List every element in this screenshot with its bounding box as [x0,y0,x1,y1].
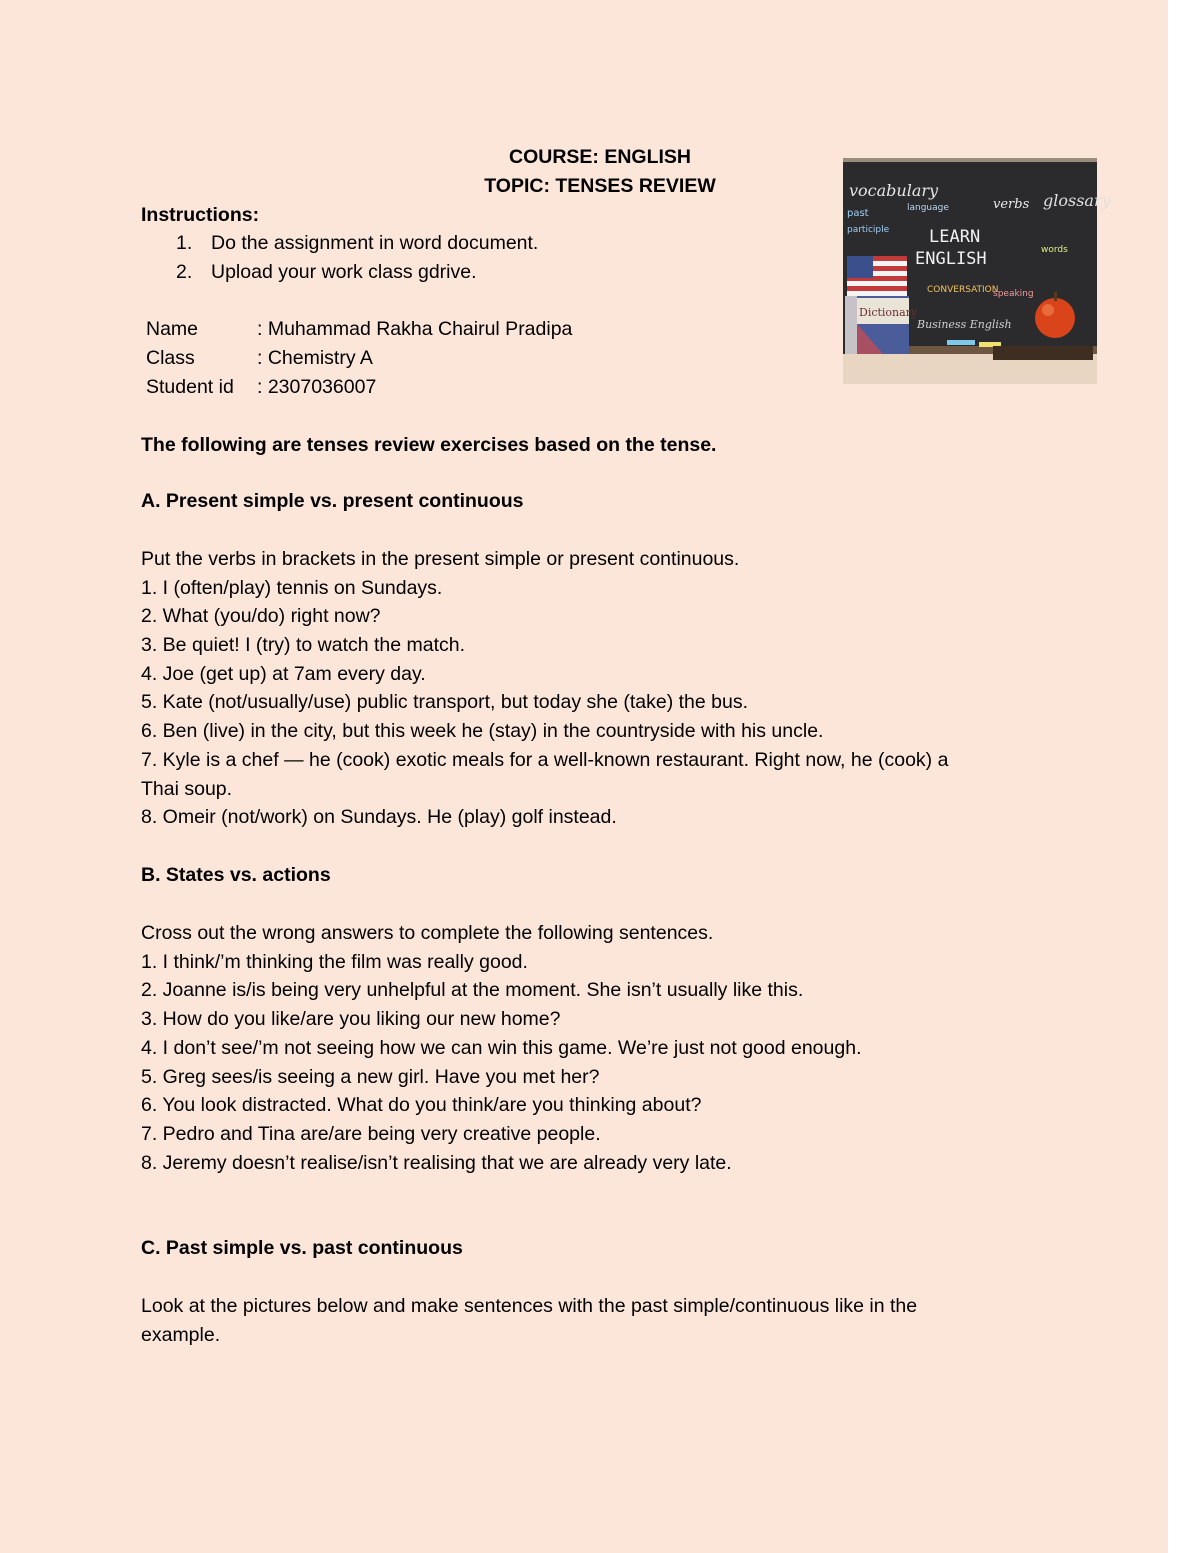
exercise-line: 7. Kyle is a chef — he (cook) exotic meals for a well-known restaurant. Right now, he (cook) a [141,749,949,771]
exercise-line: 5. Greg sees/is seeing a new girl. Have you met her? [141,1066,600,1088]
exercise-line: 8. Omeir (not/work) on Sundays. He (play) golf instead. [141,806,617,828]
svg-text:past: past [847,208,869,219]
exercise-line: 6. You look distracted. What do you think/are you thinking about? [141,1094,702,1116]
exercise-line: 4. I don’t see/’m not seeing how we can win this game. We’re just not good enough. [141,1037,862,1059]
exercise-line: 3. How do you like/are you liking our new home? [141,1008,561,1030]
exercise-line: 1. I think/’m thinking the film was really good. [141,951,528,973]
student-class-value: : Chemistry A [257,347,373,369]
learn-english-image [843,158,1111,384]
section-a-title: A. Present simple vs. present continuous [141,490,524,512]
chalkboard-illustration [843,158,1111,384]
svg-text:glossary: glossary [1043,191,1111,210]
svg-text:words: words [1041,245,1068,255]
svg-text:Business English: Business English [917,318,1012,331]
section-c-prompt: example. [141,1324,221,1346]
section-b-prompt: Cross out the wrong answers to complete the following sentences. [141,922,714,944]
student-id-label: Student id [146,376,234,398]
svg-text:language: language [907,203,949,213]
exercise-line: 5. Kate (not/usually/use) public transport, but today she (take) the bus. [141,691,749,713]
section-c-prompt: Look at the pictures below and make sentences with the past simple/continuous like in the [141,1295,918,1317]
exercise-line: 4. Joe (get up) at 7am every day. [141,663,426,685]
exercise-line: 2. What (you/do) right now? [141,605,381,627]
instruction-text: Upload your work class gdrive. [211,261,477,283]
section-b-title: B. States vs. actions [141,864,331,886]
course-heading: COURSE: ENGLISH [508,146,691,168]
exercise-line: 8. Jeremy doesn’t realise/isn’t realising that we are already very late. [141,1152,732,1174]
svg-text:verbs: verbs [993,197,1030,212]
student-name-value: : Muhammad Rakha Chairul Pradipa [257,318,573,340]
svg-text:Dictionary: Dictionary [859,306,918,319]
svg-text:ENGLISH: ENGLISH [915,249,987,269]
section-a-prompt: Put the verbs in brackets in the present simple or present continuous. [141,548,740,570]
topic-heading: TOPIC: TENSES REVIEW [484,175,716,197]
instruction-number: 1. [176,232,193,254]
exercise-line: 3. Be quiet! I (try) to watch the match. [141,634,466,656]
svg-text:participle: participle [847,225,890,235]
instructions-label: Instructions: [141,204,260,226]
exercise-line: 6. Ben (live) in the city, but this week he (stay) in the countryside with his uncle. [141,720,824,742]
intro-text: The following are tenses review exercises based on the tense. [141,434,717,456]
svg-text:vocabulary: vocabulary [849,181,939,200]
svg-text:LEARN: LEARN [929,227,981,247]
student-class-label: Class [146,347,195,369]
instruction-text: Do the assignment in word document. [211,232,539,254]
instruction-number: 2. [176,261,193,283]
svg-text:CONVERSATION: CONVERSATION [927,285,999,295]
exercise-line: 7. Pedro and Tina are/are being very creative people. [141,1123,601,1145]
exercise-line: 1. I (often/play) tennis on Sundays. [141,577,443,599]
student-id-value: : 2307036007 [257,376,377,398]
exercise-line: Thai soup. [141,778,233,800]
student-name-label: Name [146,318,199,340]
svg-text:speaking: speaking [993,289,1034,299]
exercise-line: 2. Joanne is/is being very unhelpful at the moment. She isn’t usually like this. [141,979,804,1001]
section-c-title: C. Past simple vs. past continuous [141,1237,463,1259]
